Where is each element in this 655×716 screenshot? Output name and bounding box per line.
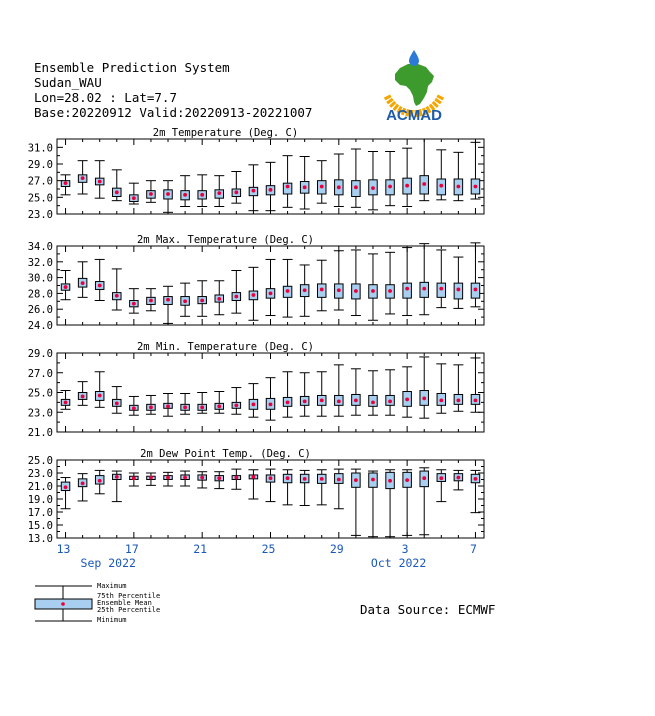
panel-2	[28, 234, 484, 332]
x-day-label: 3	[401, 542, 409, 556]
mean-dot	[388, 399, 392, 403]
box-day-9	[197, 472, 207, 488]
mean-dot	[303, 288, 307, 292]
box-day-15	[300, 470, 310, 505]
box-day-1	[61, 478, 71, 509]
panel-title: 2m Dew Point Temp. (Deg. C)	[140, 448, 311, 460]
box-day-18	[351, 469, 361, 535]
mean-dot	[132, 406, 136, 410]
box-day-17	[334, 469, 344, 509]
mean-dot	[132, 196, 136, 200]
mean-dot	[337, 478, 341, 482]
box-day-12	[248, 470, 258, 499]
mean-dot	[269, 188, 273, 192]
box-day-25	[470, 470, 480, 512]
x-day-label: 7	[469, 542, 477, 556]
box-day-12	[248, 165, 258, 211]
mean-dot	[234, 295, 238, 299]
mean-dot	[183, 193, 187, 197]
mean-dot	[405, 478, 409, 482]
mean-dot	[252, 189, 256, 193]
y-tick-label: 19.0	[27, 494, 53, 506]
mean-dot	[234, 403, 238, 407]
mean-dot	[474, 399, 478, 403]
mean-dot	[337, 185, 341, 189]
mean-dot	[388, 479, 392, 483]
box-day-19	[368, 371, 378, 415]
box-day-10	[214, 281, 224, 315]
panel-1	[28, 127, 484, 221]
mean-dot	[149, 299, 153, 303]
box-day-5	[129, 183, 139, 204]
box-day-6	[146, 289, 156, 311]
box-day-10	[214, 176, 224, 207]
box-day-24	[453, 365, 463, 411]
mean-dot	[98, 394, 102, 398]
mean-dot	[303, 399, 307, 403]
box-day-2	[78, 262, 88, 298]
mean-dot	[422, 476, 426, 480]
x-day-label: 25	[261, 542, 276, 556]
mean-dot	[422, 397, 426, 401]
y-tick-label: 13.0	[27, 533, 53, 545]
box-day-3	[95, 470, 105, 493]
box-day-18	[351, 250, 361, 316]
box-day-21	[402, 248, 412, 316]
box-day-12	[248, 267, 258, 320]
mean-dot	[320, 288, 324, 292]
box-day-21	[402, 367, 412, 417]
box-day-9	[197, 393, 207, 414]
box-day-22	[419, 244, 429, 315]
mean-dot	[149, 405, 153, 409]
box-day-23	[436, 150, 446, 200]
mean-dot	[456, 185, 460, 189]
panel-title: 2m Max. Temperature (Deg. C)	[136, 234, 315, 246]
box-day-23	[436, 470, 446, 502]
y-tick-label: 23.0	[27, 407, 53, 420]
mean-dot	[371, 289, 375, 293]
mean-dot	[269, 292, 273, 296]
box-day-20	[385, 252, 395, 314]
iqr-box	[403, 283, 412, 298]
mean-dot	[217, 476, 221, 480]
legend-maximum: Maximum	[97, 582, 127, 590]
mean-dot	[354, 478, 358, 482]
box-day-11	[231, 270, 241, 313]
y-tick-label: 28.0	[27, 288, 53, 301]
mean-dot	[166, 192, 170, 196]
box-day-11	[231, 172, 241, 204]
mean-dot	[388, 185, 392, 189]
mean-dot	[217, 297, 221, 301]
mean-dot	[320, 477, 324, 481]
mean-dot	[183, 299, 187, 303]
mean-dot	[337, 399, 341, 403]
logo-text: ACMAD	[386, 107, 442, 124]
mean-dot	[183, 476, 187, 480]
box-day-19	[368, 471, 378, 537]
y-tick-label: 23.0	[27, 209, 53, 221]
mean-dot	[320, 185, 324, 189]
mean-dot	[115, 294, 119, 298]
mean-dot	[81, 395, 85, 399]
y-tick-label: 25.0	[27, 192, 53, 205]
mean-dot	[456, 476, 460, 480]
mean-dot	[405, 398, 409, 402]
mean-dot	[98, 284, 102, 288]
mean-dot	[439, 287, 443, 291]
box-day-9	[197, 281, 207, 317]
box-day-4	[112, 471, 122, 502]
box-day-11	[231, 388, 241, 415]
panel-title: 2m Min. Temperature (Deg. C)	[136, 341, 315, 353]
box-day-17	[334, 365, 344, 416]
box-day-13	[266, 469, 276, 502]
mean-dot	[405, 287, 409, 291]
mean-dot	[456, 288, 460, 292]
box-day-22	[419, 468, 429, 535]
panel-3	[28, 341, 484, 439]
mean-dot	[303, 185, 307, 189]
box-day-19	[368, 254, 378, 320]
system-title: Ensemble Prediction System	[34, 60, 230, 75]
mean-dot	[81, 281, 85, 285]
box-day-4	[112, 387, 122, 414]
mean-dot	[354, 185, 358, 189]
box-day-2	[78, 161, 88, 194]
box-day-25	[470, 358, 480, 412]
mean-dot	[371, 478, 375, 482]
box-day-16	[317, 260, 327, 311]
mean-dot	[200, 193, 204, 197]
mean-dot	[64, 285, 68, 289]
y-tick-label: 27.0	[27, 175, 53, 188]
y-tick-label: 32.0	[27, 256, 53, 269]
mean-dot	[439, 399, 443, 403]
mean-dot	[149, 192, 153, 196]
mean-dot	[234, 190, 238, 194]
box-day-5	[129, 473, 139, 486]
mean-dot	[286, 476, 290, 480]
panel-title: 2m Temperature (Deg. C)	[152, 127, 299, 139]
box-day-15	[300, 157, 310, 210]
mean-dot	[132, 302, 136, 306]
mean-dot	[269, 476, 273, 480]
box-day-5	[129, 396, 139, 415]
mean-dot	[200, 405, 204, 409]
mean-dot	[405, 184, 409, 188]
mean-dot	[200, 476, 204, 480]
mean-dot	[474, 288, 478, 292]
box-day-7	[163, 286, 173, 323]
mean-dot	[234, 476, 238, 480]
y-tick-label: 29.0	[27, 348, 53, 360]
mean-dot	[115, 401, 119, 405]
box-day-20	[385, 370, 395, 415]
legend-p25: 25th Percentile	[97, 606, 161, 614]
location-name: Sudan_WAU	[34, 75, 102, 90]
box-day-22	[419, 139, 429, 201]
mean-dot	[269, 402, 273, 406]
box-day-7	[163, 472, 173, 486]
box-day-25	[470, 142, 480, 199]
mean-dot	[81, 176, 85, 180]
mean-dot	[166, 298, 170, 302]
y-tick-label: 34.0	[27, 241, 53, 253]
mean-dot	[474, 477, 478, 481]
mean-dot	[337, 288, 341, 292]
box-day-11	[231, 469, 241, 489]
legend-p75: 75th Percentile	[97, 592, 161, 600]
mean-dot	[81, 482, 85, 486]
box-day-18	[351, 149, 361, 207]
y-tick-label: 23.0	[27, 468, 53, 480]
box-day-20	[385, 152, 395, 206]
x-month-label: Oct 2022	[370, 556, 427, 570]
mean-dot	[98, 180, 102, 184]
box-day-8	[180, 393, 190, 414]
box-day-12	[248, 384, 258, 418]
y-tick-label: 17.0	[27, 507, 53, 519]
data-source: Data Source: ECMWF	[360, 602, 496, 617]
box-day-15	[300, 373, 310, 416]
mean-dot	[132, 476, 136, 480]
x-day-label: 13	[56, 542, 71, 556]
mean-dot	[217, 191, 221, 195]
box-day-7	[163, 393, 173, 416]
box-day-14	[283, 156, 293, 208]
mean-dot	[200, 299, 204, 303]
box-day-4	[112, 269, 122, 310]
mean-dot	[439, 476, 443, 480]
box-day-3	[95, 372, 105, 408]
y-tick-label: 21.0	[27, 481, 53, 493]
box-day-8	[180, 471, 190, 486]
mean-dot	[474, 185, 478, 189]
box-day-1	[61, 270, 71, 299]
y-tick-label: 30.0	[27, 272, 53, 285]
mean-dot	[183, 405, 187, 409]
mean-dot	[64, 485, 68, 489]
mean-dot	[286, 289, 290, 293]
mean-dot	[286, 185, 290, 189]
box-day-17	[334, 251, 344, 310]
x-day-label: 21	[193, 542, 208, 556]
legend-mean: Ensemble Mean	[97, 599, 152, 607]
x-day-label: 17	[124, 542, 139, 556]
mean-dot	[252, 293, 256, 297]
x-month-label: Sep 2022	[80, 556, 136, 570]
box-day-21	[402, 470, 412, 536]
mean-dot	[64, 181, 68, 185]
mean-dot	[149, 476, 153, 480]
mean-dot	[371, 186, 375, 190]
base-valid-dates: Base:20220912 Valid:20220913-20221007	[34, 105, 313, 120]
mean-dot	[166, 404, 170, 408]
box-day-23	[436, 364, 446, 413]
box-day-10	[214, 472, 224, 489]
box-day-2	[78, 474, 88, 501]
box-day-24	[453, 470, 463, 490]
y-tick-label: 25.0	[27, 387, 53, 400]
box-day-13	[266, 259, 276, 315]
box-day-4	[112, 170, 122, 201]
mean-dot	[64, 400, 68, 404]
box-day-9	[197, 175, 207, 207]
box-day-6	[146, 473, 156, 485]
mean-dot	[217, 404, 221, 408]
mean-dot	[252, 402, 256, 406]
y-tick-label: 25.0	[27, 455, 53, 467]
mean-dot	[252, 475, 256, 479]
mean-dot	[303, 477, 307, 481]
mean-dot	[166, 476, 170, 480]
y-tick-label: 21.0	[27, 427, 53, 439]
mean-dot	[115, 475, 119, 479]
box-day-25	[470, 243, 480, 307]
y-tick-label: 26.0	[27, 304, 53, 317]
box-day-20	[385, 470, 395, 537]
mean-dot	[371, 400, 375, 404]
box-day-13	[266, 162, 276, 210]
mean-dot	[98, 479, 102, 483]
box-day-14	[283, 259, 293, 317]
box-day-18	[351, 369, 361, 415]
mean-dot	[115, 190, 119, 194]
mean-dot	[354, 399, 358, 403]
box-day-15	[300, 265, 310, 316]
box-day-16	[317, 372, 327, 416]
legend-minimum: Minimum	[97, 616, 127, 624]
mean-dot	[354, 289, 358, 293]
box-day-17	[334, 154, 344, 207]
box-day-6	[146, 395, 156, 414]
mean-dot	[439, 184, 443, 188]
mean-dot	[456, 399, 460, 403]
panel-4	[28, 448, 484, 545]
box-day-1	[61, 175, 71, 195]
x-day-label: 29	[329, 542, 344, 556]
mean-dot	[422, 182, 426, 186]
box-day-6	[146, 181, 156, 203]
box-day-8	[180, 176, 190, 207]
mean-dot	[286, 400, 290, 404]
box-day-5	[129, 289, 139, 313]
box-day-1	[61, 391, 71, 410]
box-day-3	[95, 161, 105, 199]
box-day-14	[283, 372, 293, 417]
y-tick-label: 31.0	[27, 142, 53, 155]
y-tick-label: 27.0	[27, 367, 53, 380]
mean-dot	[388, 289, 392, 293]
box-day-24	[453, 257, 463, 308]
box-day-2	[78, 382, 88, 406]
box-day-16	[317, 161, 327, 204]
box-day-21	[402, 148, 412, 206]
box-day-23	[436, 250, 446, 308]
mean-dot	[320, 399, 324, 403]
box-day-19	[368, 152, 378, 210]
box-day-8	[180, 283, 190, 316]
box-day-24	[453, 152, 463, 200]
box-day-22	[419, 357, 429, 418]
box-day-7	[163, 181, 173, 213]
coordinates: Lon=28.02 : Lat=7.7	[34, 90, 177, 105]
box-day-14	[283, 470, 293, 505]
box-day-10	[214, 392, 224, 414]
y-tick-label: 29.0	[27, 159, 53, 171]
box-day-13	[266, 378, 276, 420]
box-day-16	[317, 470, 327, 505]
box-day-3	[95, 259, 105, 300]
y-tick-label: 15.0	[27, 520, 53, 532]
y-tick-label: 24.0	[27, 320, 53, 332]
mean-dot	[422, 287, 426, 291]
